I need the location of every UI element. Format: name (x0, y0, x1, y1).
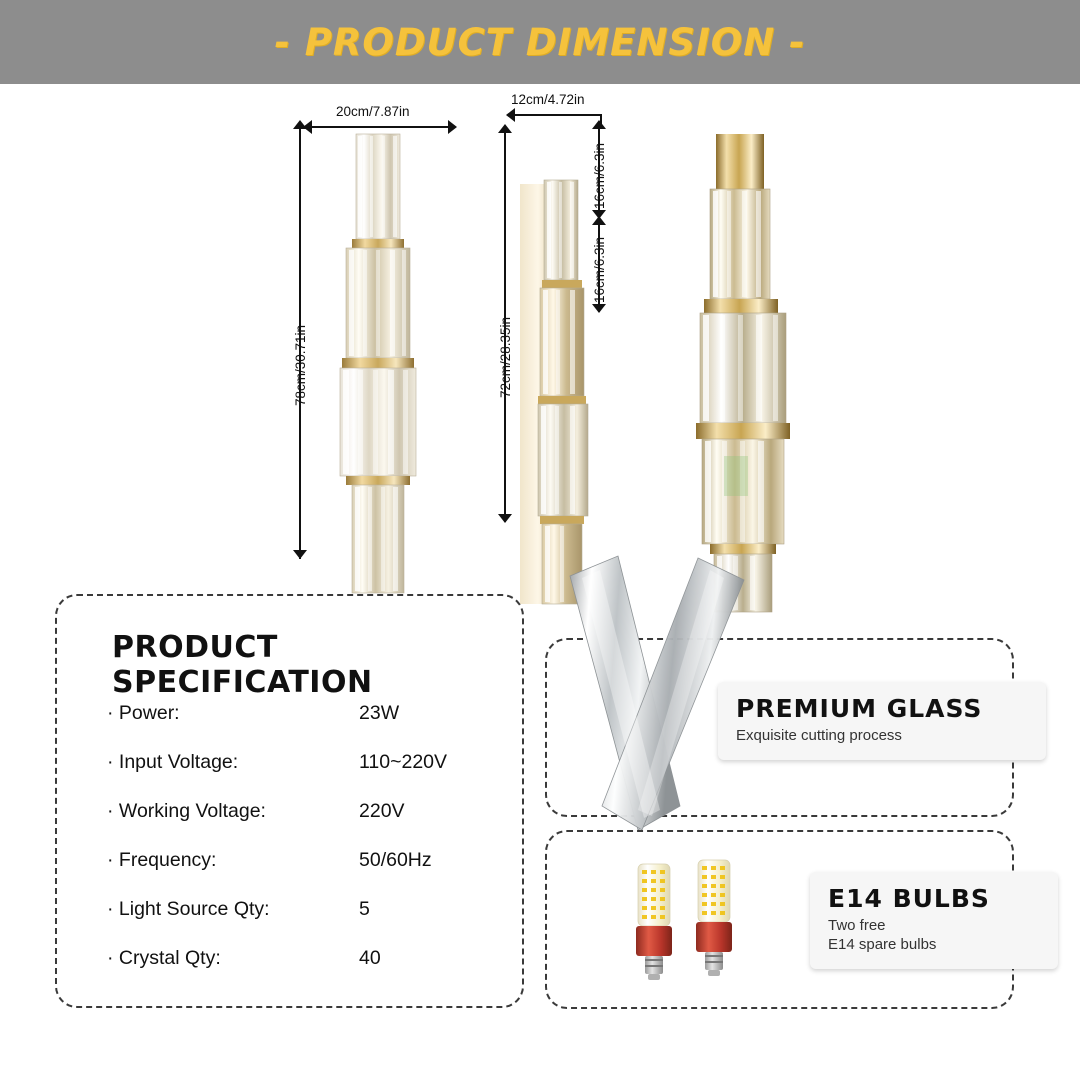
spec-value-input-voltage: 110~220V (359, 751, 448, 773)
e14-bulbs-subtitle-line2: E14 spare bulbs (828, 935, 937, 953)
e14-bulbs-subtitle-line1: Two free (828, 917, 886, 934)
segment-top-dimension-label: 16cm/6.3in (592, 142, 607, 209)
bulb-right-svg (688, 858, 740, 978)
spec-key-frequency: · Frequency: (107, 849, 217, 871)
lamp-photo-graphic (680, 126, 810, 616)
lamp-front-view (318, 124, 438, 604)
bulb-left-svg (628, 862, 680, 982)
lamp-photo-view (680, 126, 810, 616)
width-dimension-label: 20cm/7.87in (336, 104, 410, 119)
e14-bulbs-card (810, 872, 1058, 969)
bulb-left-graphic (628, 862, 680, 982)
spec-value-working-voltage: 220V (359, 800, 405, 822)
dimension-diagram (0, 84, 1080, 584)
spec-key-crystal-qty: · Crystal Qty: (107, 947, 221, 969)
height-dimension-label: 78cm/30.71in (293, 324, 308, 406)
lamp-front-view-graphic (318, 124, 438, 604)
premium-glass-card (718, 682, 1046, 760)
spec-key-input-voltage: · Input Voltage: (107, 751, 239, 773)
spec-value-frequency: 50/60Hz (359, 849, 432, 871)
spec-key-working-voltage: · Working Voltage: (107, 800, 266, 822)
specification-title: PRODUCT SPECIFICATION (112, 630, 373, 700)
spec-value-power: 23W (359, 702, 400, 724)
e14-bulbs-title: E14 BULBS (828, 884, 990, 913)
spec-value-crystal-qty: 40 (359, 947, 381, 969)
bulb-right-graphic (688, 858, 740, 978)
page-header (0, 0, 1080, 84)
product-specification-box (55, 594, 524, 1008)
premium-glass-subtitle: Exquisite cutting process (736, 727, 902, 744)
spec-value-light-source-qty: 5 (359, 898, 370, 920)
segment-bottom-dimension-label: 16cm/6.3in (592, 236, 607, 303)
premium-glass-title: PREMIUM GLASS (736, 694, 983, 723)
spec-key-light-source-qty: · Light Source Qty: (107, 898, 270, 920)
spec-key-power: · Power: (107, 702, 180, 724)
depth-dimension-label: 12cm/4.72in (511, 92, 585, 107)
page-title: - PRODUCT DIMENSION - (274, 20, 806, 64)
side-height-dimension-label: 72cm/28.35in (498, 316, 513, 398)
